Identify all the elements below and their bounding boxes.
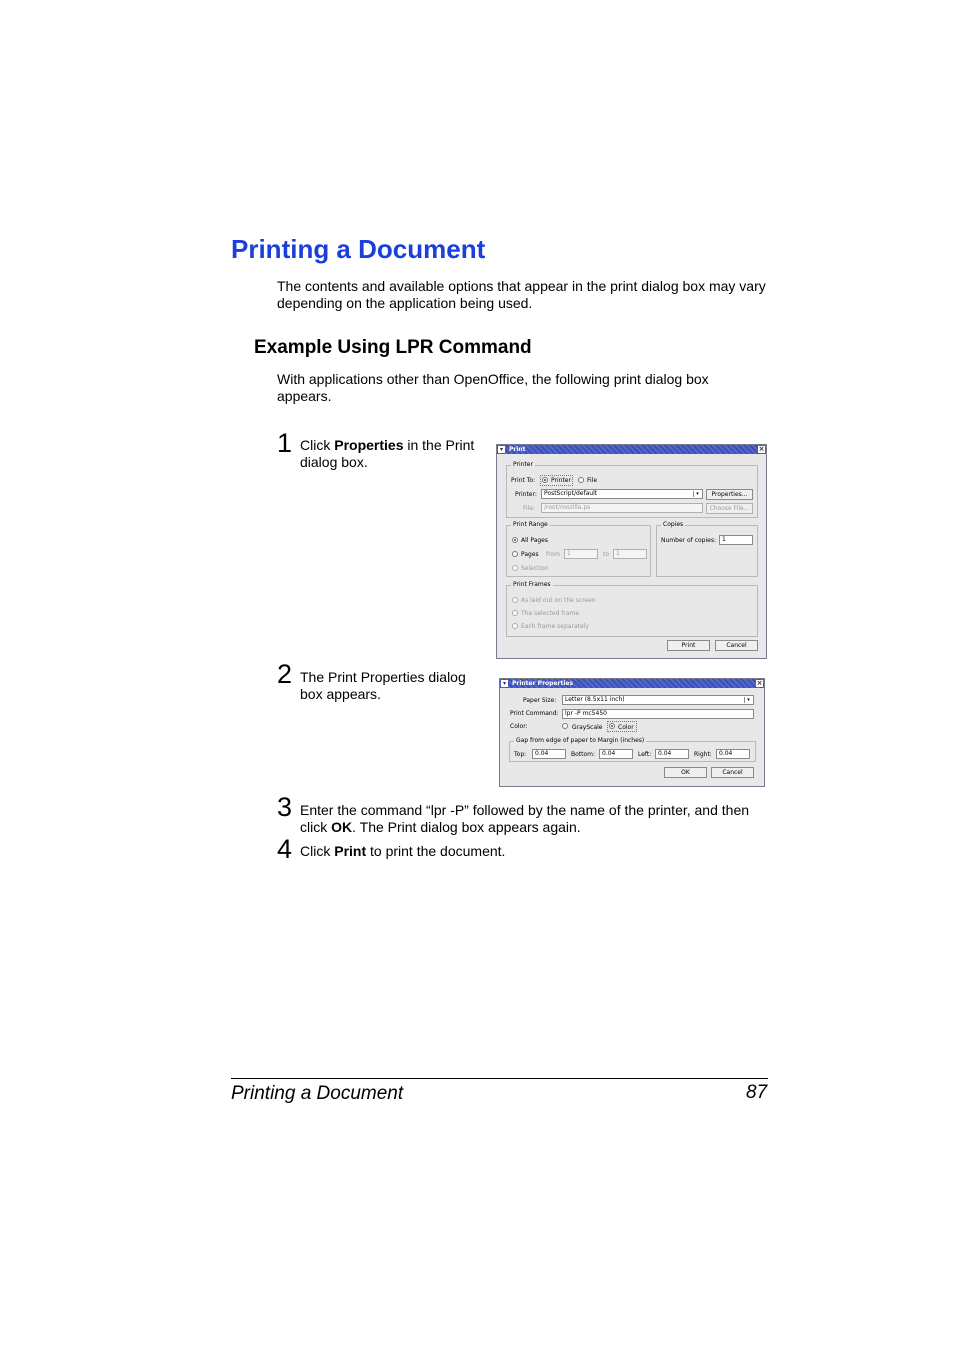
step-1-text: Click Properties in the Print dialog box. [300, 437, 475, 470]
paper-size-label: Paper Size: [523, 697, 557, 704]
frames-radio-2[interactable] [512, 610, 518, 616]
step-number: 2 [277, 659, 293, 689]
printer-select[interactable]: PostScript/default ▾ [541, 489, 703, 499]
section-heading: Example Using LPR Command [254, 337, 532, 358]
step-number: 1 [277, 428, 293, 458]
copies-input[interactable]: 1 [719, 535, 753, 545]
step-2-text: The Print Properties dialog box appears. [300, 669, 466, 702]
copies-label: Number of copies: [661, 537, 716, 544]
print-dialog [496, 444, 767, 659]
printer-radio-label: Printer [551, 477, 571, 484]
selection-label: Selection [521, 565, 549, 572]
window-menu-icon[interactable]: ▾ [502, 680, 506, 687]
grayscale-label: GrayScale [572, 724, 603, 731]
right-input[interactable]: 0.04 [716, 749, 750, 759]
left-label: Left: [638, 751, 652, 758]
bottom-label: Bottom: [571, 751, 596, 758]
window-menu-icon[interactable]: ▾ [499, 446, 503, 453]
footer-divider [231, 1078, 768, 1079]
pages-radio[interactable] [512, 551, 518, 557]
print-to-label: Print To: [511, 477, 536, 484]
ok-button[interactable]: OK [664, 767, 707, 778]
section-intro: With applications other than OpenOffice, the following print dialog box appears. [277, 371, 709, 404]
print-command-input[interactable]: lpr -P mc5450 [562, 709, 754, 719]
group-label: Gap from edge of paper to Margin (inches) [516, 737, 645, 744]
close-icon[interactable]: × [756, 679, 763, 687]
bottom-input[interactable]: 0.04 [599, 749, 633, 759]
group-label: Printer [513, 461, 533, 468]
printer-radio[interactable] [542, 477, 548, 483]
selection-radio[interactable] [512, 565, 518, 571]
frames-radio-1[interactable] [512, 597, 518, 603]
page-title: Printing a Document [231, 234, 486, 264]
group-label: Copies [663, 521, 684, 528]
chevron-down-icon: ▾ [693, 491, 701, 497]
top-input[interactable]: 0.04 [532, 749, 566, 759]
step-3-text: Enter the command “lpr -P” followed by the name of the printer, and then click OK. The Print dialog box appears again. [300, 802, 750, 835]
print-button[interactable]: Print [667, 640, 710, 651]
printer-properties-dialog [499, 678, 765, 787]
from-input[interactable]: 1 [564, 549, 598, 559]
intro-paragraph: The contents and available options that appear in the print dialog box may vary depending on the application being used. [277, 278, 766, 311]
frames-option-label: As laid out on the screen [521, 597, 596, 604]
dialog-title: Print [509, 446, 526, 453]
top-label: Top: [514, 751, 527, 758]
color-radio[interactable] [609, 723, 615, 729]
to-label: to [603, 551, 610, 558]
frames-radio-3[interactable] [512, 623, 518, 629]
printer-group [506, 461, 758, 518]
cancel-button[interactable]: Cancel [711, 767, 754, 778]
grayscale-radio[interactable] [562, 723, 568, 729]
pages-label: Pages [521, 551, 539, 558]
print-range-group [506, 521, 651, 577]
from-label: from [546, 551, 560, 558]
group-label: Print Range [513, 521, 548, 528]
margin-gap-group [509, 737, 756, 762]
file-label: File: [523, 505, 536, 512]
color-radio-label: Color [618, 724, 634, 731]
right-label: Right: [694, 751, 712, 758]
all-pages-radio[interactable] [512, 537, 518, 543]
group-label: Print Frames [513, 581, 551, 588]
footer-title: Printing a Document [231, 1083, 404, 1104]
choose-file-button[interactable]: Choose File... [706, 503, 753, 514]
step-number: 3 [277, 792, 293, 822]
cancel-button[interactable]: Cancel [715, 640, 758, 651]
chevron-down-icon: ▾ [744, 697, 752, 703]
close-icon[interactable]: × [758, 445, 765, 453]
properties-button[interactable]: Properties... [706, 489, 753, 500]
page-number: 87 [746, 1082, 768, 1103]
frames-option-label: Each frame separately [521, 623, 589, 630]
print-frames-group [506, 581, 758, 637]
color-label: Color: [510, 723, 528, 730]
dialog-title: Printer Properties [512, 680, 574, 687]
printer-label: Printer: [515, 491, 537, 498]
copies-group [656, 521, 758, 577]
dialog-titlebar [497, 445, 766, 454]
file-input[interactable]: /root/mozilla.ps [541, 503, 703, 513]
print-command-label: Print Command: [510, 710, 559, 717]
dialog-titlebar [500, 679, 764, 688]
all-pages-label: All Pages [521, 537, 548, 544]
frames-option-label: The selected frame [521, 610, 580, 617]
to-input[interactable]: 1 [613, 549, 647, 559]
step-4-text: Click Print to print the document. [300, 843, 506, 859]
file-radio-label: File [587, 477, 598, 484]
step-number: 4 [277, 834, 293, 864]
file-radio[interactable] [578, 477, 584, 483]
left-input[interactable]: 0.04 [655, 749, 689, 759]
paper-size-select[interactable]: Letter (8.5x11 inch) ▾ [562, 695, 754, 705]
